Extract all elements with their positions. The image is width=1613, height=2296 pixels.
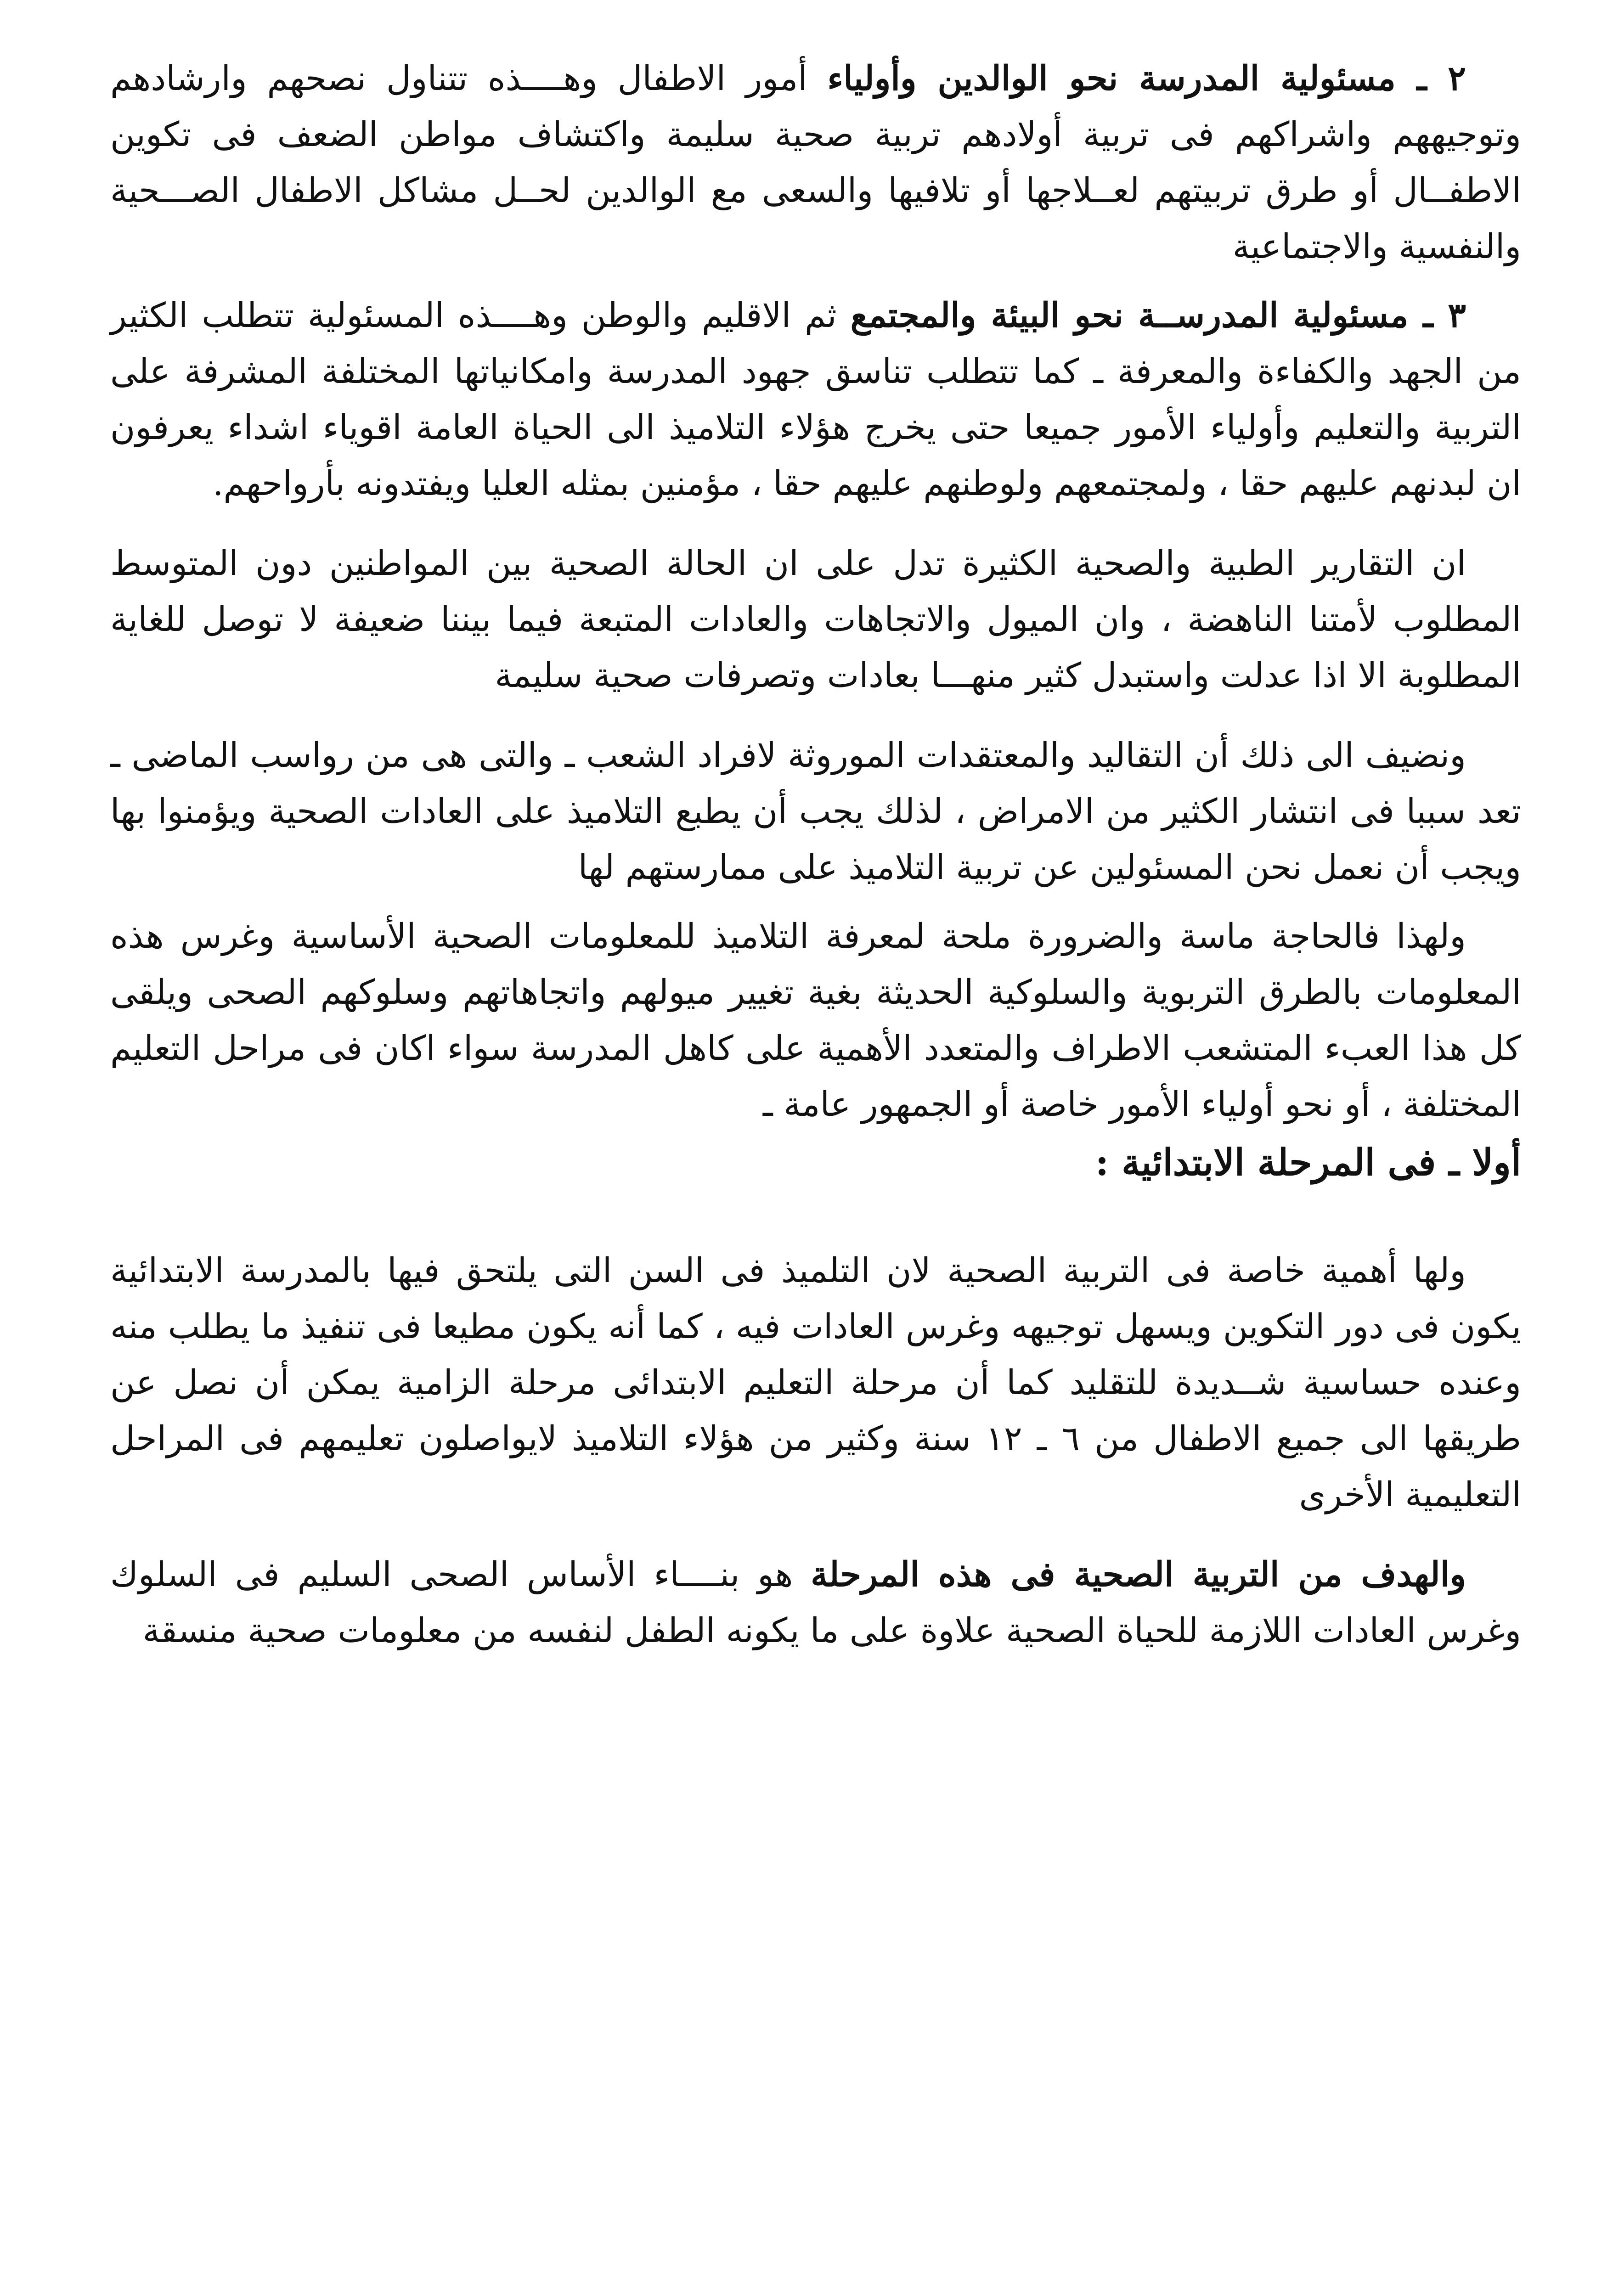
paragraph-lead: ٢ ـ مسئولية المدرسة نحو الوالدين وأولياء [827, 59, 1466, 98]
paragraph-primary-importance [110, 1243, 1521, 1523]
paragraph-text: ولهذا فالحاجة ماسة والضرورة ملحة لمعرفة التلاميذ للمعلومات الصحية الأساسية وغرس هذه المعلومات بالطرق التربوية والسلوكية الحديثة بغية تغيير ميولهم واتجاهاتهم وسلوكهم الصحى ويلقى كل هذا العبء المتشعب الاطراف والمتعدد الأهمية على كاهل المدرسة سواء اكان فى مراحل التعليم المختلفة ، أو نحو أولياء الأمور خاصة أو الجمهور عامة ـ [110, 917, 1521, 1124]
paragraph-text: أمور الاطفال وهــــذه تتناول نصحهم وارشادهم وتوجيههم واشراكهم فى تربية أولادهم تربية صحية سليمة واكتشاف مواطن الضعف فى تكوين الاطفــال أو طرق تربيتهم لعــلاجها أو تلافيها والسعى مع الوالدين لحــل مشاكل الاطفال الصـــحية والنفسية والاجتماعية [110, 59, 1521, 266]
paragraph-traditions [110, 727, 1521, 895]
paragraph-text: ولها أهمية خاصة فى التربية الصحية لان التلميذ فى السن التى يلتحق فيها بالمدرسة الابتدائية يكون فى دور التكوين ويسهل توجيهه وغرس العادات فيه ، كما أنه يكون مطيعا فى تنفيذ ما يطلب منه وعنده حساسية شــديدة للتقليد كما أن مرحلة التعليم الابتدائى مرحلة الزامية يمكن أن نصل عن طريقها الى جميع الاطفال من ٦ ـ ١٢ سنة وكثير من هؤلاء التلاميذ لايواصلون تعليمهم فى المراحل التعليمية الأخرى [110, 1251, 1521, 1514]
paragraph-lead: ٣ ـ مسئولية المدرســة نحو البيئة والمجتمع [850, 296, 1466, 335]
paragraph-health-reports [110, 535, 1521, 703]
paragraph-text: ثم الاقليم والوطن وهــــذه المسئولية تتطلب الكثير من الجهد والكفاءة والمعرفة ـ كما تتطلب تناسق جهود المدرسة وامكانياتها المختلفة المشرفة على التربية والتعليم وأولياء الأمور جميعا حتى يخرج هؤلاء التلاميذ الى الحياة العامة اقوياء اشداء يعرفون ان لبدنهم عليهم حقا ، ولمجتمعهم ولوطنهم عليهم حقا ، مؤمنين بمثله العليا ويفتدونه بأرواحهم. [110, 296, 1521, 503]
paragraph-parent-responsibility [110, 51, 1521, 275]
paragraph-stage-goal [110, 1547, 1521, 1659]
paragraph-community-responsibility [110, 287, 1521, 512]
document-page [110, 51, 1521, 1659]
paragraph-urgent-need [110, 908, 1521, 1132]
paragraph-text: ان التقارير الطبية والصحية الكثيرة تدل على ان الحالة الصحية بين المواطنين دون المتوسط المطلوب لأمتنا الناهضة ، وان الميول والاتجاهات والعادات المتبعة فيما بيننا ضعيفة لا توصل للغاية المطلوبة الا اذا عدلت واستبدل كثير منهـــا بعادات وتصرفات صحية سليمة [110, 544, 1521, 695]
paragraph-text: هو بنــــاء الأساس الصحى السليم فى السلوك وغرس العادات اللازمة للحياة الصحية علاوة على ما يكونه الطفل لنفسه من معلومات صحية منسقة [110, 1555, 1521, 1650]
paragraph-lead: والهدف من التربية الصحية فى هذه المرحلة [811, 1555, 1466, 1594]
paragraph-text: ونضيف الى ذلك أن التقاليد والمعتقدات الموروثة لافراد الشعب ـ والتى هى من رواسب الماضى ـ تعد سببا فى انتشار الكثير من الامراض ، لذلك يجب أن يطبع التلاميذ على العادات الصحية ويؤمنوا بها ويجب أن نعمل نحن المسئولين عن تربية التلاميذ على ممارستهم لها [110, 736, 1521, 887]
section-heading: أولا ـ فى المرحلة الابتدائية : [1095, 1141, 1521, 1184]
